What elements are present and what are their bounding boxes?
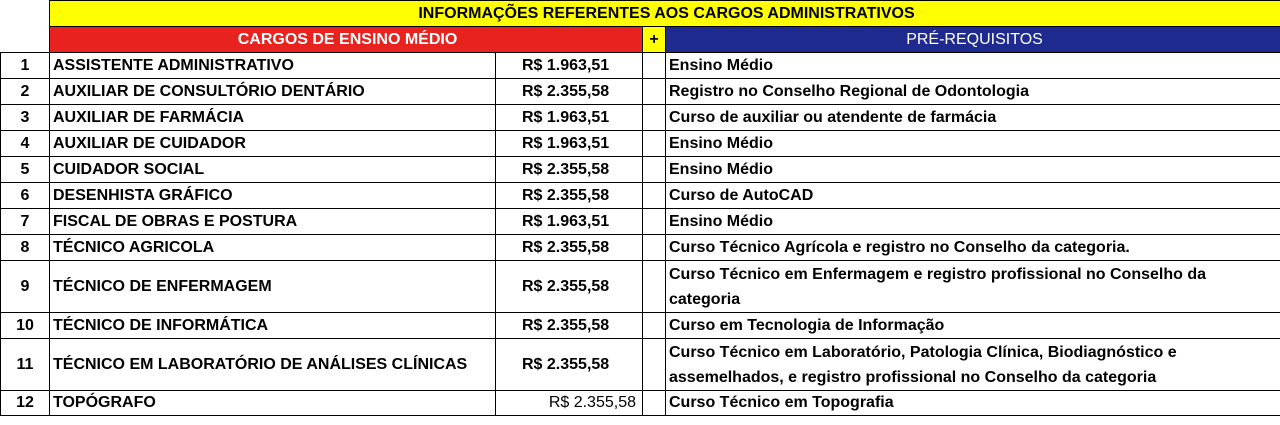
table-row [1,53,1280,79]
row-number: 10 [1,313,50,339]
requisito-cell: Curso de auxiliar ou atendente de farmácia [666,105,1280,131]
prerequisitos-header: PRÉ-REQUISITOS [666,27,1280,53]
salario-cell: R$ 2.355,58 [496,235,643,261]
cargo-cell: TÉCNICO DE ENFERMAGEM [50,261,496,313]
row-number: 4 [1,131,50,157]
cargo-cell: TOPÓGRAFO [50,391,496,416]
gap-cell [643,157,666,183]
salario-cell: R$ 2.355,58 [496,261,643,313]
header-row [1,27,1280,53]
cargo-cell: AUXILIAR DE CONSULTÓRIO DENTÁRIO [50,79,496,105]
row-number: 5 [1,157,50,183]
table-row [1,313,1280,339]
requisito-cell: Ensino Médio [666,209,1280,235]
table-row [1,261,1280,313]
requisito-text: Curso Técnico em Laboratório, Patologia Clínica, Biodiagnóstico e assemelhados, e registro profissional no Conselho da categoria [669,343,1177,386]
corner-cell [1,1,50,27]
salario-cell: R$ 2.355,58 [496,391,643,416]
cargo-cell: TÉCNICO AGRICOLA [50,235,496,261]
cargos-header: CARGOS DE ENSINO MÉDIO [50,27,643,53]
cargo-cell: AUXILIAR DE FARMÁCIA [50,105,496,131]
requisito-cell: Curso Técnico Agrícola e registro no Conselho da categoria. [666,235,1280,261]
table-row [1,79,1280,105]
cargo-cell: TÉCNICO DE INFORMÁTICA [50,313,496,339]
gap-cell [643,209,666,235]
table-row [1,105,1280,131]
requisito-cell: Ensino Médio [666,131,1280,157]
row-number: 8 [1,235,50,261]
gap-cell [643,183,666,209]
gap-cell [643,391,666,416]
salario-cell: R$ 2.355,58 [496,157,643,183]
gap-cell [643,235,666,261]
requisito-cell [666,339,1280,391]
plus-header: + [643,27,666,53]
row-number: 1 [1,53,50,79]
row-number: 3 [1,105,50,131]
gap-cell [643,313,666,339]
row-number: 7 [1,209,50,235]
table-row [1,209,1280,235]
gap-cell [643,79,666,105]
table-row [1,391,1280,416]
row-number: 11 [1,339,50,391]
gap-cell [643,105,666,131]
requisito-cell: Curso Técnico em Topografia [666,391,1280,416]
cargo-cell: DESENHISTA GRÁFICO [50,183,496,209]
table-title: INFORMAÇÕES REFERENTES AOS CARGOS ADMINISTRATIVOS [50,1,1280,27]
cargo-cell: CUIDADOR SOCIAL [50,157,496,183]
gap-cell [643,339,666,391]
gap-cell [643,53,666,79]
requisito-cell: Ensino Médio [666,157,1280,183]
gap-cell [643,131,666,157]
salario-cell: R$ 1.963,51 [496,209,643,235]
cargo-cell: FISCAL DE OBRAS E POSTURA [50,209,496,235]
row-number: 9 [1,261,50,313]
gap-cell [643,261,666,313]
salario-cell: R$ 1.963,51 [496,105,643,131]
requisito-cell: Curso de AutoCAD [666,183,1280,209]
row-number: 6 [1,183,50,209]
row-number: 12 [1,391,50,416]
salario-cell: R$ 2.355,58 [496,183,643,209]
requisito-text: Curso Técnico em Enfermagem e registro profissional no Conselho da categoria [669,265,1206,308]
requisito-cell: Registro no Conselho Regional de Odontologia [666,79,1280,105]
salario-cell: R$ 1.963,51 [496,53,643,79]
salario-cell: R$ 2.355,58 [496,79,643,105]
requisito-cell [666,261,1280,313]
salario-cell: R$ 2.355,58 [496,313,643,339]
salario-cell: R$ 2.355,58 [496,339,643,391]
table-row [1,157,1280,183]
corner-cell [1,27,50,53]
cargo-cell: AUXILIAR DE CUIDADOR [50,131,496,157]
salario-cell: R$ 1.963,51 [496,131,643,157]
cargo-cell: TÉCNICO EM LABORATÓRIO DE ANÁLISES CLÍNICAS [50,339,496,391]
table-row [1,131,1280,157]
cargo-cell: ASSISTENTE ADMINISTRATIVO [50,53,496,79]
title-row [1,1,1280,27]
table-row [1,183,1280,209]
requisito-cell: Ensino Médio [666,53,1280,79]
table-row [1,235,1280,261]
table-row [1,339,1280,391]
requisito-cell: Curso em Tecnologia de Informação [666,313,1280,339]
row-number: 2 [1,79,50,105]
